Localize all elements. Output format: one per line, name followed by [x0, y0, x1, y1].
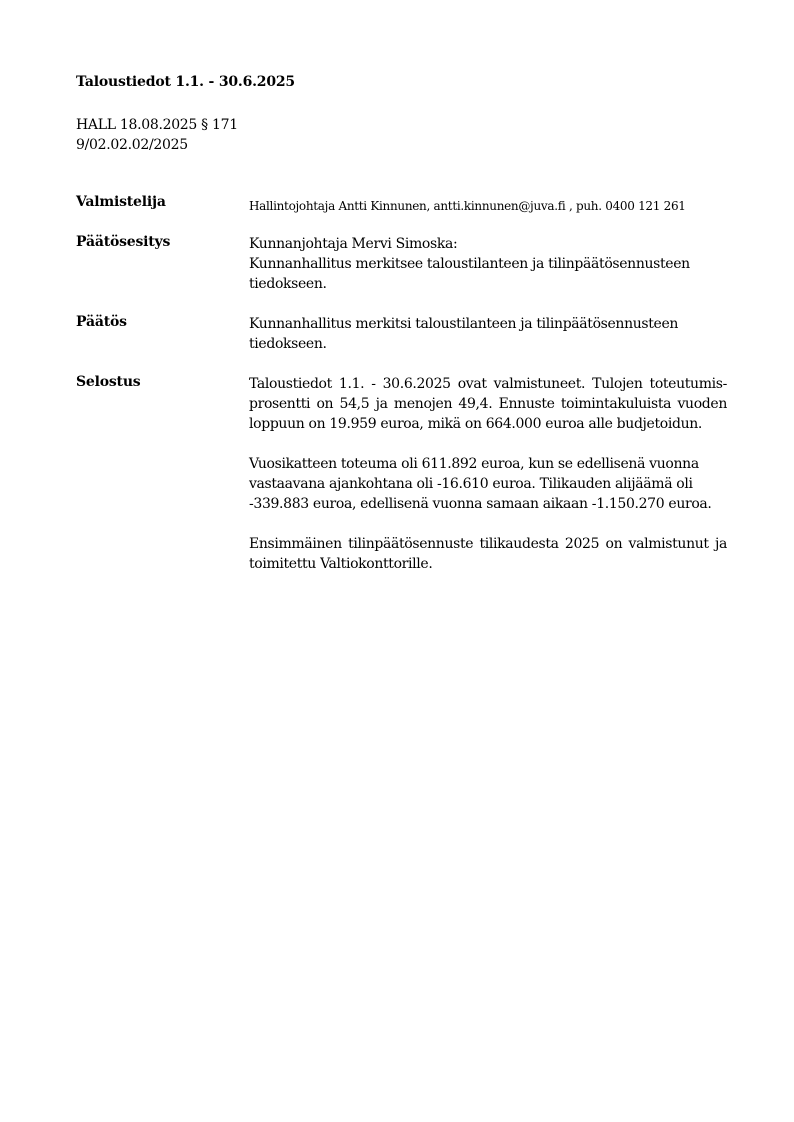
text-line: vastaavana ajankohtana oli -16.610 euroa. Tilikauden alijäämä oli [249, 476, 693, 492]
text-line: Taloustiedot 1.1. - 30.6.2025 ovat valmistuneet. Tulojen toteutumis- [249, 376, 727, 392]
text-line: Kunnanhallitus merkitsi taloustilanteen ja tilinpäätösennusteen [249, 316, 679, 332]
text-line: loppuun on 19.959 euroa, mikä on 664.000 euroa alle budjetoidun. [249, 416, 703, 432]
section-content [249, 314, 727, 354]
text-line: -339.883 euroa, edellisenä vuonna samaan aikaan -1.150.270 euroa. [249, 496, 712, 512]
meeting-line: HALL 18.08.2025 § 171 [76, 117, 238, 133]
text-line: tiedokseen. [249, 276, 327, 292]
section-label: Valmistelija [76, 194, 166, 210]
section-label: Päätösesitys [76, 234, 171, 250]
preparer-text: Hallintojohtaja Antti Kinnunen, antti.kinnunen@juva.fi , puh. 0400 121 261 [249, 199, 686, 213]
text-line: Kunnanhallitus merkitsee taloustilanteen ja tilinpäätösennusteen [249, 256, 690, 272]
reference-number: 9/02.02.02/2025 [76, 137, 188, 153]
text-line: Ensimmäinen tilinpäätösennuste tilikaudesta 2025 on valmistunut ja [249, 536, 727, 552]
section-label: Päätös [76, 314, 127, 330]
text-line: tiedokseen. [249, 336, 327, 352]
document-title: Taloustiedot 1.1. - 30.6.2025 [76, 74, 295, 90]
section-content [249, 374, 727, 574]
section-label: Selostus [76, 374, 141, 390]
section-content [249, 234, 727, 294]
section-content [249, 196, 727, 216]
paragraph-gap [249, 514, 727, 534]
paragraph-gap [249, 434, 727, 454]
text-line: prosentti on 54,5 ja menojen 49,4. Ennuste toimintakuluista vuoden [249, 396, 727, 412]
text-line: toimitettu Valtiokonttorille. [249, 556, 433, 572]
text-line: Vuosikatteen toteuma oli 611.892 euroa, kun se edellisenä vuonna [249, 456, 699, 472]
text-line: Kunnanjohtaja Mervi Simoska: [249, 236, 458, 252]
meeting-info [76, 115, 238, 155]
